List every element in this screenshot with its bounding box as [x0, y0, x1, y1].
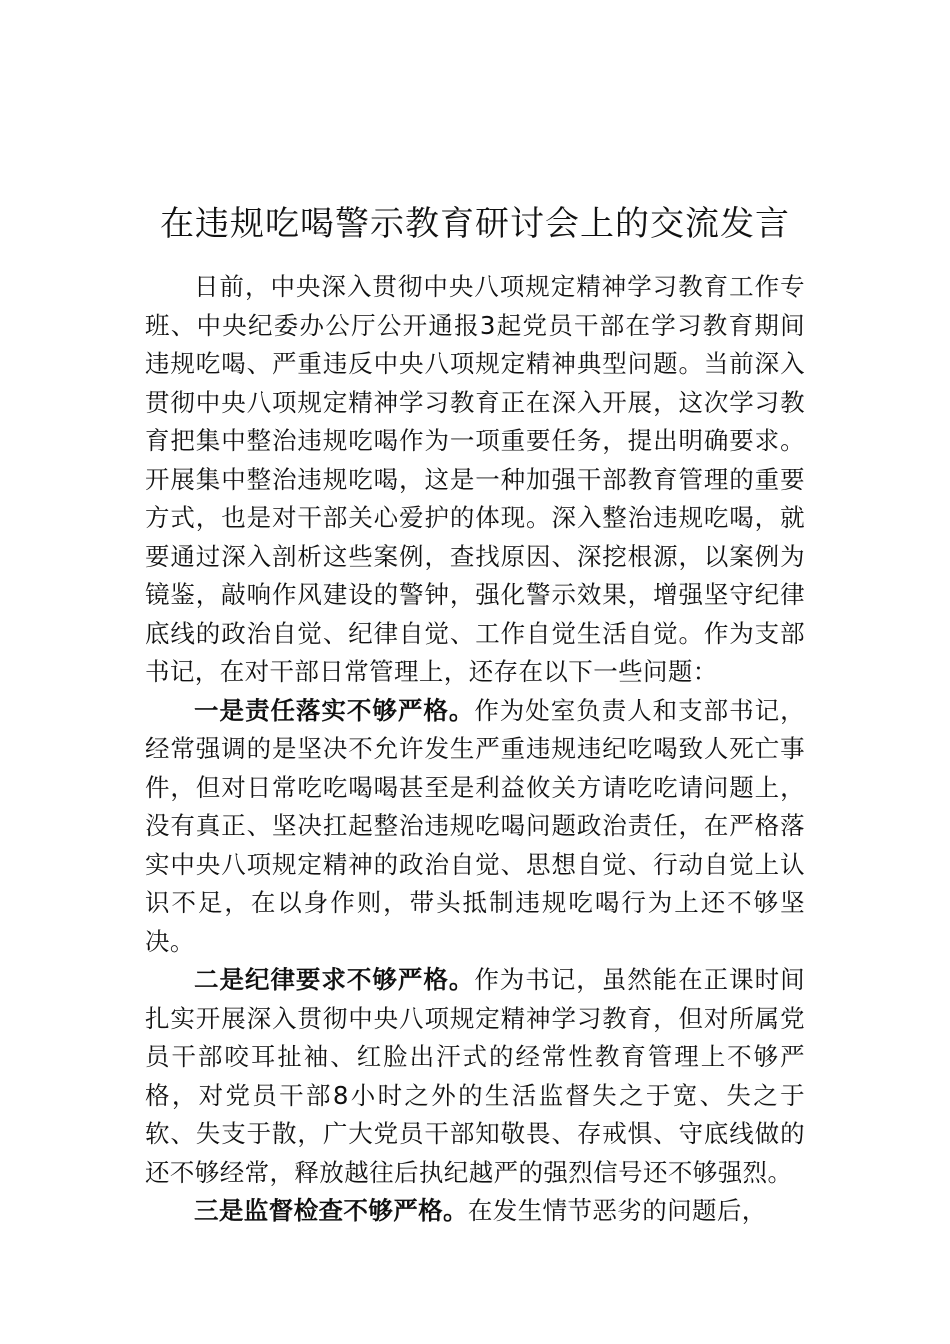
paragraph-point-1	[145, 692, 805, 962]
document-title: 在违规吃喝警示教育研讨会上的交流发言	[160, 203, 790, 244]
paragraph-intro	[145, 268, 805, 692]
paragraph-point-3	[145, 1192, 805, 1231]
paragraph-text: 作为书记，虽然能在正课时间扎实开展深入贯彻中央八项规定精神学习教育，但对所属党员干部咬耳扯袖、红脸出汗式的经常性教育管理上不够严格，对党员干部8小时之外的生活监督失之于宽、失之于软、失支于散，广大党员干部知敬畏、存戒惧、守底线做的还不够经常，释放越往后执纪越严的强烈信号还不够强烈。	[145, 965, 805, 1187]
paragraph-lead: 一是责任落实不够严格。	[194, 695, 475, 725]
paragraph-point-2	[145, 961, 805, 1192]
paragraph-lead: 三是监督检查不够严格。	[194, 1196, 468, 1225]
paragraph-text: 在发生情节恶劣的问题后，	[467, 1196, 767, 1225]
paragraph-lead: 二是纪律要求不够严格。	[194, 965, 475, 994]
document-body	[145, 268, 805, 1231]
paragraph-text: 作为处室负责人和支部书记，经常强调的是坚决不允许发生严重违规违纪吃喝致人死亡事件，但对日常吃吃喝喝甚至是利益攸关方请吃吃请问题上，没有真正、坚决扛起整治违规吃喝问题政治责任，在严格落实中央八项规定精神的政治自觉、思想自觉、行动自觉上认识不足，在以身作则，带头抵制违规吃喝行为上还不够坚决。	[145, 695, 805, 956]
paragraph-text: 日前，中央深入贯彻中央八项规定精神学习教育工作专班、中央纪委办公厅公开通报3起党员干部在学习教育期间违规吃喝、严重违反中央八项规定精神典型问题。当前深入贯彻中央八项规定精神学习教育正在深入开展，这次学习教育把集中整治违规吃喝作为一项重要任务，提出明确要求。开展集中整治违规吃喝，这是一种加强干部教育管理的重要方式，也是对干部关心爱护的体现。深入整治违规吃喝，就要通过深入剖析这些案例，查找原因、深挖根源，以案例为镜鉴，敲响作风建设的警钟，强化警示效果，增强坚守纪律底线的政治自觉、纪律自觉、工作自觉生活自觉。作为支部书记，在对干部日常管理上，还存在以下一些问题：	[145, 272, 805, 686]
